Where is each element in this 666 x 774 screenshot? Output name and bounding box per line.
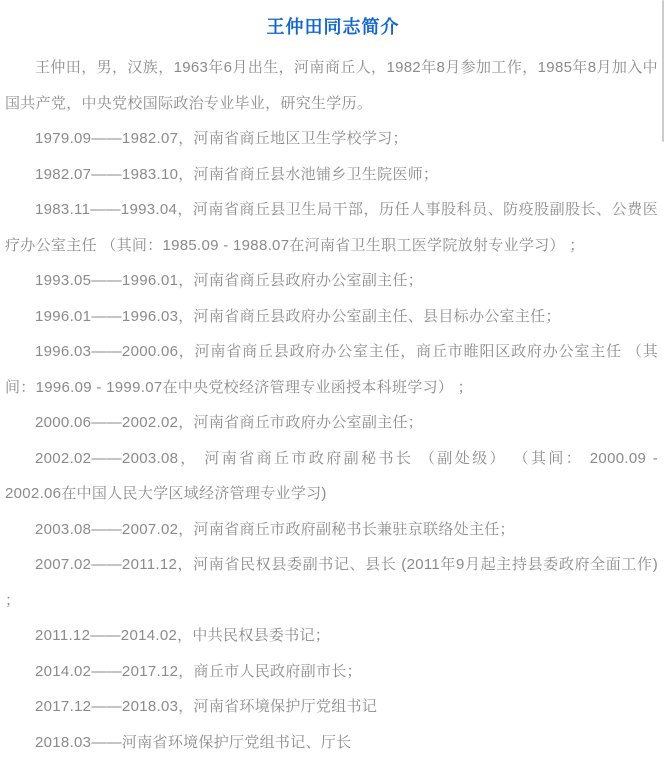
bio-paragraph: 1983.11——1993.04，河南省商丘县卫生局干部，历任人事股科员、防疫股副股长、公费医疗办公室主任 （其间：1985.09 - 1988.07在河南省卫生职工医学院放射专业学习） ； [5, 201, 658, 254]
bio-paragraph: 2007.02——2011.12，河南省民权县委副书记、县长 (2011年9月起主持县委政府全面工作) ； [5, 556, 658, 609]
bio-paragraph: 1979.09——1982.07，河南省商丘地区卫生学校学习； [35, 130, 408, 147]
bio-paragraph: 2011.12——2014.02，中共民权县委书记； [35, 627, 331, 644]
bio-paragraph: 2000.06——2002.02，河南省商丘市政府办公室副主任； [35, 414, 424, 431]
bio-paragraph: 2017.12——2018.03，河南省环境保护厅党组书记 [35, 698, 378, 715]
page-title: 王仲田同志简介 [266, 17, 400, 37]
bio-paragraph: 2003.08——2007.02，河南省商丘市政府副秘书长兼驻京联络处主任； [35, 520, 515, 538]
bio-paragraph: 2002.02——2003.08， 河南省商丘市政府副秘书长 （副处级） （其间： 2000.09 - 2002.06在中国人民大学区域经济管理专业学习) [5, 449, 658, 502]
bio-paragraph: 1982.07——1983.10，河南省商丘县水池铺乡卫生院医师； [35, 165, 439, 183]
bio-paragraph: 2014.02——2017.12，商丘市人民政府副市长； [35, 662, 362, 680]
bio-paragraph: 1993.05——1996.01，河南省商丘县政府办公室副主任； [35, 272, 424, 289]
bio-paragraph: 1996.03——2000.06，河南省商丘县政府办公室主任，商丘市睢阳区政府办公室主任 （其间：1996.09 - 1999.07在中央党校经济管理专业函授本科班学习） ； [5, 343, 658, 396]
bio-paragraph: 王仲田，男，汉族，1963年6月出生，河南商丘人，1982年8月参加工作，1985年8月加入中国共产党，中央党校国际政治专业毕业，研究生学历。 [5, 59, 658, 112]
bio-content [0, 39, 666, 760]
bio-paragraph: 1996.01——1996.03，河南省商丘县政府办公室副主任、县目标办公室主任； [35, 307, 561, 325]
scrollbar-thumb[interactable] [662, 0, 664, 142]
bio-paragraph: 2018.03——河南省环境保护厅党组书记、厅长 [35, 733, 352, 751]
